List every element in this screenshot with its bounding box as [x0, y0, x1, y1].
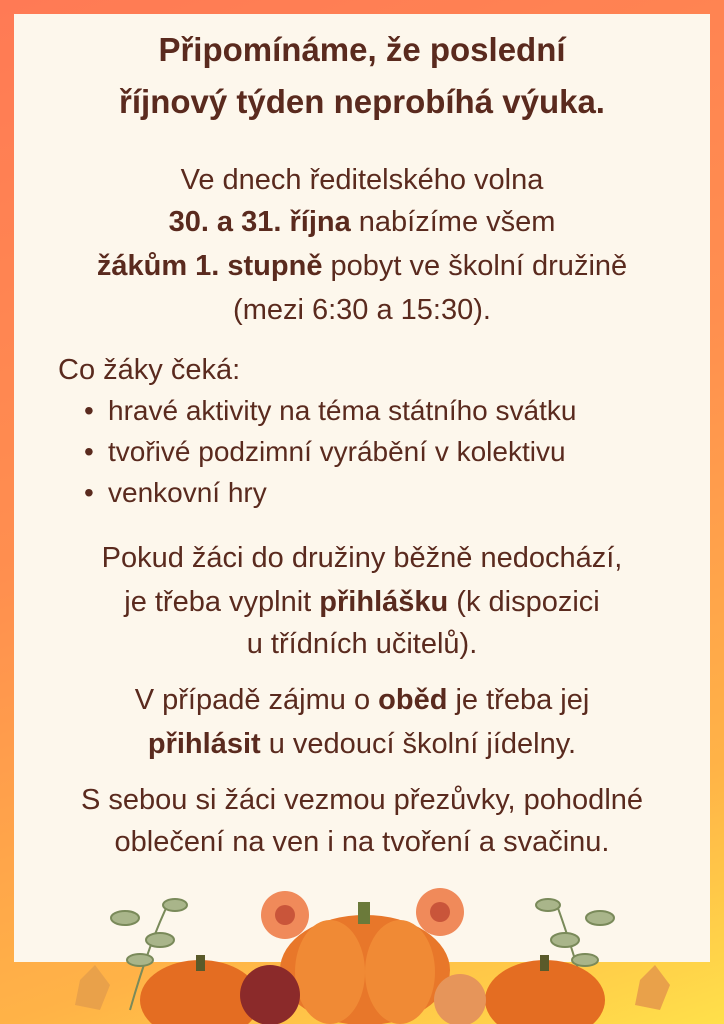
text: je třeba vyplnit — [124, 586, 320, 618]
pumpkin-icon — [140, 902, 605, 1024]
target-group: žákům 1. stupně — [96, 250, 323, 282]
autumn-pumpkins-illustration — [0, 860, 724, 1024]
list-item: • venkovní hry — [84, 472, 576, 513]
intro-line-2 — [0, 202, 724, 242]
intro-line-4: (mezi 6:30 a 15:30). — [233, 294, 491, 326]
bring-line-2: oblečení na ven i na tvoření a svačinu. — [114, 826, 610, 858]
registration-line-3: u třídních učitelů). — [246, 628, 478, 660]
activities-heading: Co žáky čeká: — [58, 354, 241, 386]
registration-line-1: Pokud žáci do družiny běžně nedochází, — [101, 542, 623, 574]
intro-line-1: Ve dnech ředitelského volna — [180, 164, 544, 196]
text: V případě zájmu o — [134, 684, 379, 716]
title-line-1: Připomínáme, že poslední — [158, 31, 566, 68]
bring-line-1: S sebou si žáci vezmou přezůvky, pohodlné — [80, 784, 644, 816]
lunch: oběd — [378, 684, 448, 716]
text: u vedoucí školní jídelny. — [260, 728, 577, 760]
application-form: přihlášku — [319, 586, 449, 618]
lunch-line-2 — [0, 724, 724, 764]
text: (k dispozici — [448, 586, 600, 618]
text: je třeba jej — [447, 684, 590, 716]
registration-line-2 — [0, 582, 724, 622]
intro-text: pobyt ve školní družině — [322, 250, 628, 282]
title-line-2: říjnový týden neprobíhá výuka. — [119, 83, 605, 120]
intro-text: nabízíme všem — [350, 206, 556, 238]
dates: 30. a 31. října — [168, 206, 351, 238]
register: přihlásit — [147, 728, 261, 760]
list-item: • tvořivé podzimní vyrábění v kolektivu — [84, 431, 576, 472]
list-item: • hravé aktivity na téma státního svátku — [84, 390, 576, 431]
activities-list — [84, 390, 576, 513]
intro-line-3 — [0, 246, 724, 286]
lunch-line-1 — [0, 680, 724, 720]
